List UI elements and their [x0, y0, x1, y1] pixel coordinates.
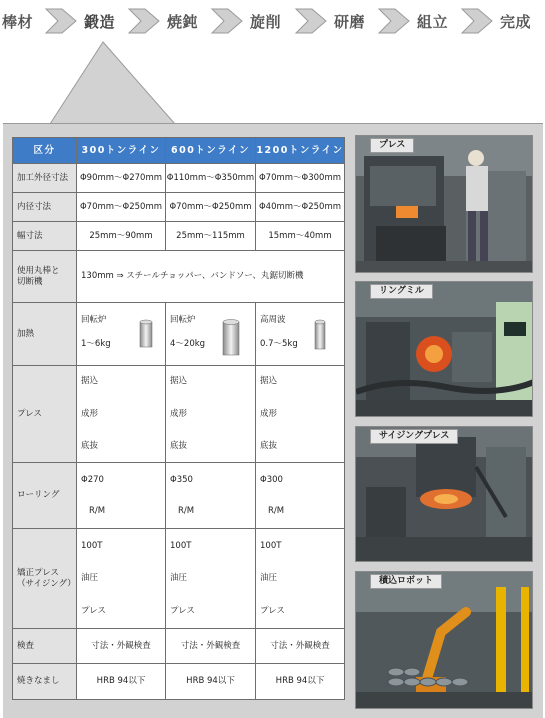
cell-value: 寸法・外観検査 [77, 629, 166, 664]
cell-value: 寸法・外観検査 [166, 629, 256, 664]
cell-sizing-1200t [256, 529, 345, 629]
press-step: 成形 [81, 408, 99, 419]
row-label: 幅寸法 [13, 222, 77, 251]
heating-weight: 1～6kg [81, 339, 111, 349]
cell-value: HRB 94以下 [77, 664, 166, 700]
photo-press [355, 135, 533, 273]
cell-value: Φ70mm～Φ250mm [166, 193, 256, 222]
table-header-row [13, 138, 345, 164]
heating-weight: 4～20kg [170, 339, 206, 349]
row-label: 加熱 [13, 303, 77, 366]
cell-heating-600t [166, 303, 256, 366]
rolling-dia: Φ270 [81, 474, 104, 485]
cell-heating-1200t [256, 303, 345, 366]
table-row-heating [13, 303, 345, 366]
heating-type: 回転炉 [81, 315, 107, 325]
cell-value: 130mm ⇒ スチールチョッパー、バンドソー、丸鋸切断機 [77, 251, 345, 303]
ring-mill-image [356, 282, 533, 417]
row-label: 検査 [13, 629, 77, 664]
press-step: 底抜 [170, 441, 188, 451]
forging-panel [3, 123, 543, 718]
heating-type: 高周波 [260, 315, 286, 325]
sizing-item: 油圧 [260, 573, 278, 583]
sizing-item: 100T [81, 540, 103, 551]
forging-spec-table [12, 137, 345, 700]
step-annealing: 焼鈍 [167, 13, 199, 31]
rolling-unit: R/M [268, 505, 285, 516]
sizing-item: プレス [81, 605, 106, 616]
header-300t: 300トンライン [77, 138, 166, 164]
sizing-item: 油圧 [170, 573, 188, 583]
step-forging: 鍛造 [84, 13, 116, 31]
row-label [13, 529, 77, 629]
process-flow [0, 0, 545, 44]
cell-value: 寸法・外観検査 [256, 629, 345, 664]
row-label: 内径寸法 [13, 193, 77, 222]
step-grinding: 研磨 [334, 13, 366, 31]
step-complete: 完成 [500, 13, 532, 31]
cell-value: 25mm～115mm [166, 222, 256, 251]
step-turning: 旋削 [250, 13, 282, 31]
heating-weight: 0.7～5kg [260, 339, 298, 349]
step-assembly: 組立 [417, 13, 449, 31]
cell-value: Φ70mm～Φ300mm [256, 164, 345, 193]
press-step: 成形 [260, 408, 278, 419]
row-label: プレス [13, 366, 77, 463]
table-row-press [13, 366, 345, 463]
rolling-dia: Φ300 [260, 474, 283, 485]
photo-caption: 積込ロボット [370, 574, 442, 589]
rolling-unit: R/M [178, 505, 195, 516]
chevron-right-icon [44, 5, 78, 37]
bar-stock-icon [314, 319, 326, 351]
sizing-item: 100T [260, 540, 282, 551]
photo-loading-robot [355, 571, 533, 709]
photo-ring-mill [355, 281, 533, 417]
cell-press-1200t [256, 366, 345, 463]
photo-caption: プレス [370, 138, 414, 153]
sizing-press-image [356, 427, 533, 562]
header-600t: 600トンライン [166, 138, 256, 164]
row-label [13, 251, 77, 303]
cell-value: HRB 94以下 [166, 664, 256, 700]
sizing-item: 100T [170, 540, 192, 551]
cell-value: Φ90mm～Φ270mm [77, 164, 166, 193]
loading-robot-image [356, 572, 533, 709]
bar-stock-icon [222, 319, 240, 357]
table-row-rolling [13, 463, 345, 529]
heating-type: 回転炉 [170, 315, 196, 325]
cell-rolling-600t [166, 463, 256, 529]
table-row-sizing [13, 529, 345, 629]
table-row-inspection [13, 629, 345, 664]
row-label: ローリング [13, 463, 77, 529]
chevron-right-icon [377, 5, 411, 37]
sizing-item: 油圧 [81, 573, 99, 583]
cell-value: 15mm～40mm [256, 222, 345, 251]
chevron-right-icon [210, 5, 244, 37]
cell-press-600t [166, 366, 256, 463]
cell-sizing-300t [77, 529, 166, 629]
press-step: 底抜 [81, 441, 99, 451]
header-category: 区分 [13, 138, 77, 164]
rolling-dia: Φ350 [170, 474, 193, 485]
chevron-right-icon [294, 5, 328, 37]
press-step: 据込 [260, 376, 278, 386]
cell-value: Φ110mm～Φ350mm [166, 164, 256, 193]
row-label-line: 使用丸棒と [17, 265, 60, 276]
cell-value: HRB 94以下 [256, 664, 345, 700]
sizing-item: プレス [260, 605, 285, 616]
chevron-right-icon [127, 5, 161, 37]
cell-value: 25mm～90mm [77, 222, 166, 251]
cell-rolling-300t [77, 463, 166, 529]
row-label-line: 矯正プレス [17, 567, 59, 578]
photo-caption: リングミル [370, 284, 433, 299]
cell-heating-300t [77, 303, 166, 366]
rolling-unit: R/M [89, 505, 106, 516]
table-row-inner-dia [13, 193, 345, 222]
chevron-right-icon [460, 5, 494, 37]
row-label: 加工外径寸法 [13, 164, 77, 193]
press-step: 底抜 [260, 441, 278, 451]
press-step: 据込 [81, 376, 99, 386]
photo-sizing-press [355, 426, 533, 562]
cell-press-300t [77, 366, 166, 463]
header-1200t: 1200トンライン [256, 138, 345, 164]
table-row-outer-dia [13, 164, 345, 193]
bar-stock-icon [139, 319, 153, 349]
press-step: 据込 [170, 376, 188, 386]
photo-caption: サイジングプレス [370, 429, 458, 444]
table-row-annealing [13, 664, 345, 700]
step-bar-material: 棒材 [2, 13, 34, 31]
table-row-material [13, 251, 345, 303]
table-row-width [13, 222, 345, 251]
cell-value: Φ40mm～Φ250mm [256, 193, 345, 222]
press-machine-image [356, 136, 533, 273]
cell-value: Φ70mm～Φ250mm [77, 193, 166, 222]
sizing-item: プレス [170, 605, 195, 616]
press-step: 成形 [170, 408, 188, 419]
cell-rolling-1200t [256, 463, 345, 529]
row-label-line: 切断機 [17, 276, 43, 287]
row-label: 焼きなまし [13, 664, 77, 700]
row-label-line: （サイジング） [17, 578, 76, 589]
cell-sizing-600t [166, 529, 256, 629]
